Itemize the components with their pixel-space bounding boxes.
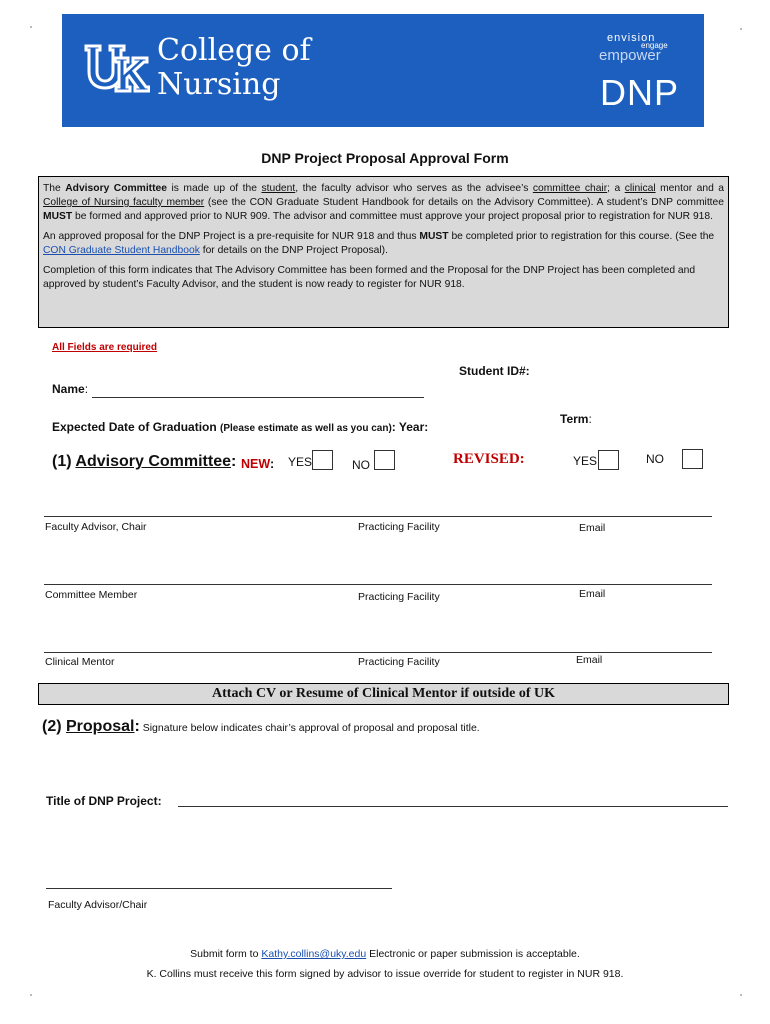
grad-year: : Year: [391,420,429,434]
new-text: NEW [241,457,270,471]
text: (see the CON Graduate Student Handbook for details on the Advisory Committee). A student’s DNP committee [204,197,724,208]
text: mentor and a [655,183,725,194]
handbook-link[interactable]: CON Graduate Student Handbook [43,245,200,256]
advisory-committee-bold: Advisory Committee [65,183,167,194]
revised-yes-checkbox[interactable] [598,450,619,470]
intro-paragraph-3: Completion of this form indicates that The Advisory Committee has been formed and the Proposal for the DNP Project has been completed and approved by student’s Faculty Advisor, and the student is now ready to register for NUR 918. [43,265,696,290]
revised-label: REVISED: [453,451,525,467]
committee-chair-underline: committee chair [532,183,608,194]
committee-row-line[interactable] [44,652,712,653]
text: , the faculty advisor who serves as the advisee’s [295,183,533,194]
section-description: Signature below indicates chair’s approval of proposal and proposal title. [139,722,480,734]
committee-email: Email [579,522,606,534]
project-title-input-line[interactable] [178,806,728,807]
name-input-line[interactable] [92,397,424,398]
section-1-heading [52,453,236,471]
scan-dot [740,28,742,30]
text: is made up of the [167,183,262,194]
new-no-checkbox[interactable] [374,450,395,470]
tagline-engage: engage [641,41,668,50]
text: An approved proposal for the DNP Project is a pre-requisite for NUR 918 and thus [43,231,420,242]
text: The [43,183,66,194]
submit-text: Electronic or paper submission is acceptable. [366,948,580,960]
nursing-text: Nursing [157,67,281,102]
revised-no-checkbox[interactable] [682,449,703,469]
header-banner [62,14,704,127]
text: for details on the DNP Project Proposal). [199,245,388,256]
committee-facility: Practicing Facility [358,656,440,668]
project-title-label: Title of DNP Project: [46,794,162,808]
intro-box [38,176,729,328]
intro-paragraph-1 [43,182,724,224]
section-number: (2) [42,718,66,735]
name-text: Name [52,382,85,396]
revised-yes-label: YES [573,454,598,468]
new-no-label: NO [352,458,370,472]
clinical-underline: clinical [624,183,656,194]
committee-email: Email [579,588,606,600]
committee-role: Faculty Advisor, Chair [45,521,147,533]
submit-text: Submit form to [190,948,262,960]
dnp-badge: DNP [600,72,680,113]
section-title: Proposal [66,718,135,735]
revised-no-label: NO [646,452,664,466]
committee-role: Committee Member [45,589,138,601]
name-colon: : [84,382,89,396]
grad-paren: (Please estimate as well as you can) [220,423,392,434]
committee-email: Email [576,654,603,666]
scan-dot [30,26,32,28]
section-title: Advisory Committee [75,453,231,470]
section-2-heading [42,716,480,736]
section-colon: : [134,718,140,735]
term-label [560,412,592,426]
required-note: All Fields are required [52,342,158,353]
text: ; a [607,183,625,194]
committee-row-line[interactable] [44,584,712,585]
term-colon: : [588,412,592,426]
uk-logo-icon [84,40,150,98]
student-underline: student [261,183,296,194]
must-bold: MUST [419,231,449,242]
new-yes-label: YES [288,455,313,469]
term-text: Term [560,412,589,426]
faculty-member-underline: College of Nursing faculty member [43,197,205,208]
committee-facility: Practicing Facility [358,521,440,533]
signature-line[interactable] [46,888,392,889]
name-label [52,382,88,396]
section-number: (1) [52,453,76,470]
form-title: DNP Project Proposal Approval Form [261,150,509,166]
intro-paragraph-2 [43,230,724,258]
text: be formed and approved prior to NUR 909. The advisor and committee must approve your project proposal prior to registration for NUR 918. [72,211,713,222]
section-colon: : [231,453,237,470]
student-id-label: Student ID#: [459,364,530,378]
graduation-date-label [52,420,428,434]
attach-cv-banner: Attach CV or Resume of Clinical Mentor if outside of UK [38,683,729,705]
new-label [241,457,274,471]
contact-email-link[interactable]: Kathy.collins@uky.edu [261,948,367,960]
new-yes-checkbox[interactable] [312,450,333,470]
scan-dot [30,994,32,996]
must-bold: MUST [43,211,73,222]
tagline-empower: empower [599,47,661,64]
grad-text: Expected Date of Graduation [52,420,221,434]
committee-row-line[interactable] [44,516,712,517]
signature-label: Faculty Advisor/Chair [48,899,148,911]
scan-dot [740,994,742,996]
committee-facility: Practicing Facility [358,591,440,603]
committee-role: Clinical Mentor [45,656,115,668]
text: be completed prior to registration for this course. (See the [448,231,715,242]
submit-instructions [0,948,770,960]
tagline-envision: envision [607,32,656,44]
override-note: K. Collins must receive this form signed by advisor to issue override for student to register in NUR 918. [146,968,624,980]
college-of-text: College of [157,33,311,68]
new-colon: : [269,457,275,471]
